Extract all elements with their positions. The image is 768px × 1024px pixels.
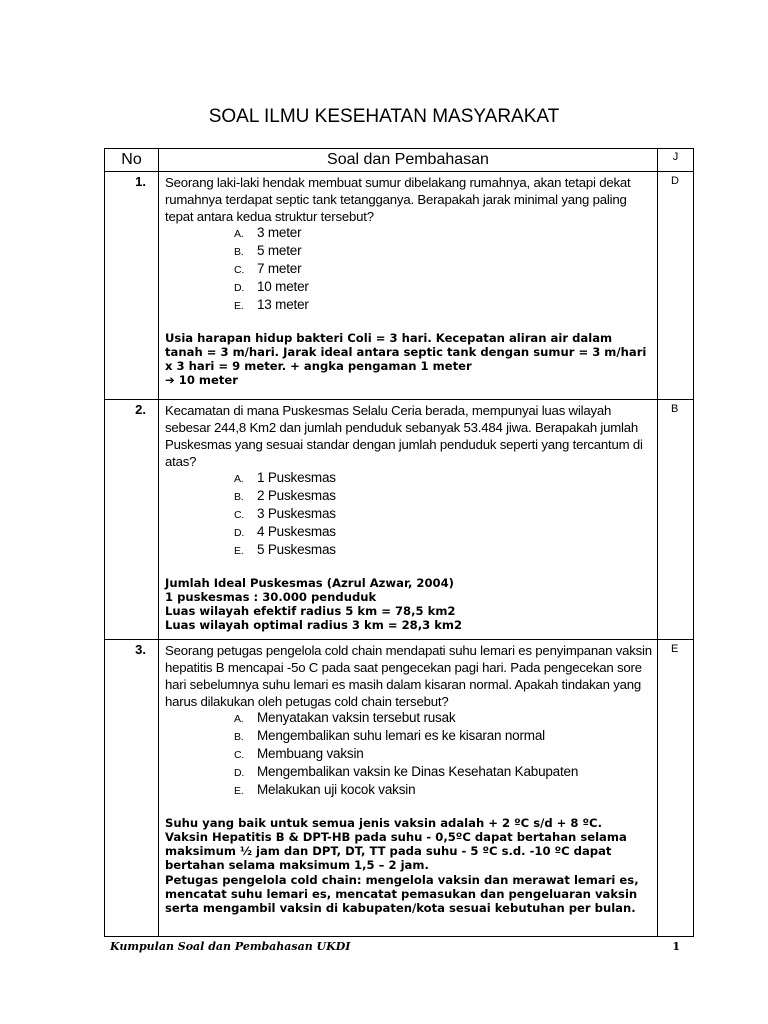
explanation xyxy=(165,576,653,633)
option-text: 7 meter xyxy=(257,260,302,276)
option-item xyxy=(234,243,653,261)
option-letter: B. xyxy=(234,245,244,258)
question-row xyxy=(105,400,694,640)
option-item xyxy=(234,279,653,297)
option-letter: B. xyxy=(234,730,244,743)
explanation-line: ➔ 10 meter xyxy=(165,373,238,388)
question-body xyxy=(159,172,658,400)
header-soal: Soal dan Pembahasan xyxy=(159,149,658,172)
option-letter: E. xyxy=(234,784,244,797)
answer-key: B xyxy=(658,400,694,640)
option-letter: D. xyxy=(234,766,245,779)
page-number: 1 xyxy=(672,940,680,953)
question-number: 2. xyxy=(105,400,159,640)
header-answer: J xyxy=(658,149,694,172)
explanation xyxy=(165,816,653,916)
question-text: Seorang laki-laki hendak membuat sumur dibelakang rumahnya, akan tetapi dekat rumahnya terdapat septic tank tetangganya. Berapakah jarak minimal yang paling tepat antara kedua struktur tersebut? xyxy=(165,175,631,224)
question-body xyxy=(159,400,658,640)
option-text: 3 Puskesmas xyxy=(257,505,336,521)
option-letter: A. xyxy=(234,473,244,485)
header-no: No xyxy=(105,149,159,172)
option-text: 10 meter xyxy=(257,278,309,294)
explanation-line: Jumlah Ideal Puskesmas (Azrul Azwar, 2004) xyxy=(165,575,454,590)
explanation-line: Luas wilayah efektif radius 5 km = 78,5 km2 xyxy=(165,604,456,619)
option-letter: C. xyxy=(234,508,245,521)
option-text: Membuang vaksin xyxy=(257,745,364,761)
explanation-line: Petugas pengelola cold chain: mengelola vaksin dan merawat lemari es, mencatat suhu lemari es, mencatat pemasukan dan pengeluaran vaksin serta mengambil vaksin di kabupaten/kota sesuai kebutuhan per bulan. xyxy=(165,872,639,916)
option-letter: E. xyxy=(234,299,244,312)
question-body xyxy=(159,640,658,937)
footer-text: Kumpulan Soal dan Pembahasan UKDI xyxy=(110,940,351,953)
page-footer xyxy=(110,940,680,953)
option-item xyxy=(234,261,653,279)
explanation-line: Vaksin Hepatitis B & DPT-HB pada suhu - 0,5ºC dapat bertahan selama maksimum ½ jam dan DPT, DT, TT pada suhu - 5 ºC s.d. -10 ºC dapat bertahan selama maksimum 1,5 – 2 jam. xyxy=(165,829,627,873)
option-item xyxy=(234,782,653,800)
option-item xyxy=(234,746,653,764)
question-text: Seorang petugas pengelola cold chain mendapati suhu lemari es penyimpanan vaksin hepatitis B mencapai -5o C pada saat pengecekan pagi hari. Pada pengecekan sore hari sebelumnya suhu lemari es masih dalam kisaran normal. Apakah tindakan yang harus dilakukan oleh petugas cold chain tersebut? xyxy=(165,643,652,709)
option-item xyxy=(234,710,653,728)
page-title: SOAL ILMU KESEHATAN MASYARAKAT xyxy=(208,106,560,127)
option-item xyxy=(234,488,653,506)
option-item xyxy=(234,470,653,488)
option-item xyxy=(234,506,653,524)
option-text: 1 Puskesmas xyxy=(257,470,336,485)
option-letter: C. xyxy=(234,263,245,276)
option-text: 4 Puskesmas xyxy=(257,523,336,539)
option-letter: B. xyxy=(234,490,244,503)
answer-key: E xyxy=(658,640,694,937)
option-item xyxy=(234,728,653,746)
option-text: 5 Puskesmas xyxy=(257,541,336,557)
option-text: Mengembalikan suhu lemari es ke kisaran normal xyxy=(257,727,545,743)
explanation-line: Suhu yang baik untuk semua jenis vaksin adalah + 2 ºC s/d + 8 ºC. xyxy=(165,815,602,830)
question-row xyxy=(105,172,694,400)
explanation-line: 1 puskesmas : 30.000 penduduk xyxy=(165,589,377,604)
option-letter: E. xyxy=(234,544,244,557)
question-text: Kecamatan di mana Puskesmas Selalu Ceria berada, mempunyai luas wilayah sebesar 244,8 Km2 dan jumlah penduduk sebanyak 53.484 jiwa. Berapakah jumlah Puskesmas yang sesuai standar dengan jumlah penduduk seperti yang tercantum di atas? xyxy=(165,403,643,469)
option-letter: A. xyxy=(234,228,244,240)
option-letter: D. xyxy=(234,281,245,294)
option-letter: D. xyxy=(234,526,245,539)
question-number: 1. xyxy=(105,172,159,400)
option-item xyxy=(234,225,653,243)
option-text: 2 Puskesmas xyxy=(257,487,336,503)
explanation xyxy=(165,331,653,388)
option-letter: A. xyxy=(234,713,244,725)
option-item xyxy=(234,542,653,560)
option-list xyxy=(165,710,653,800)
option-text: 3 meter xyxy=(257,225,302,240)
option-list xyxy=(165,225,653,315)
explanation-line: Usia harapan hidup bakteri Coli = 3 hari. Kecepatan aliran air dalam tanah = 3 m/hari. Jarak ideal antara septic tank dengan sumur = 3 m/hari x 3 hari = 9 meter. + angka pengaman 1 meter xyxy=(165,330,647,374)
option-text: 5 meter xyxy=(257,242,302,258)
option-text: Melakukan uji kocok vaksin xyxy=(257,781,416,797)
option-text: 13 meter xyxy=(257,296,309,312)
question-table xyxy=(104,148,694,937)
table-header-row xyxy=(105,149,694,172)
option-item xyxy=(234,764,653,782)
question-number: 3. xyxy=(105,640,159,937)
option-item xyxy=(234,524,653,542)
option-letter: C. xyxy=(234,748,245,761)
option-text: Menyatakan vaksin tersebut rusak xyxy=(257,710,456,725)
explanation-line: Luas wilayah optimal radius 3 km = 28,3 km2 xyxy=(165,618,463,633)
option-text: Mengembalikan vaksin ke Dinas Kesehatan Kabupaten xyxy=(257,763,579,779)
question-row xyxy=(105,640,694,937)
answer-key: D xyxy=(658,172,694,400)
option-item xyxy=(234,297,653,315)
option-list xyxy=(165,470,653,560)
